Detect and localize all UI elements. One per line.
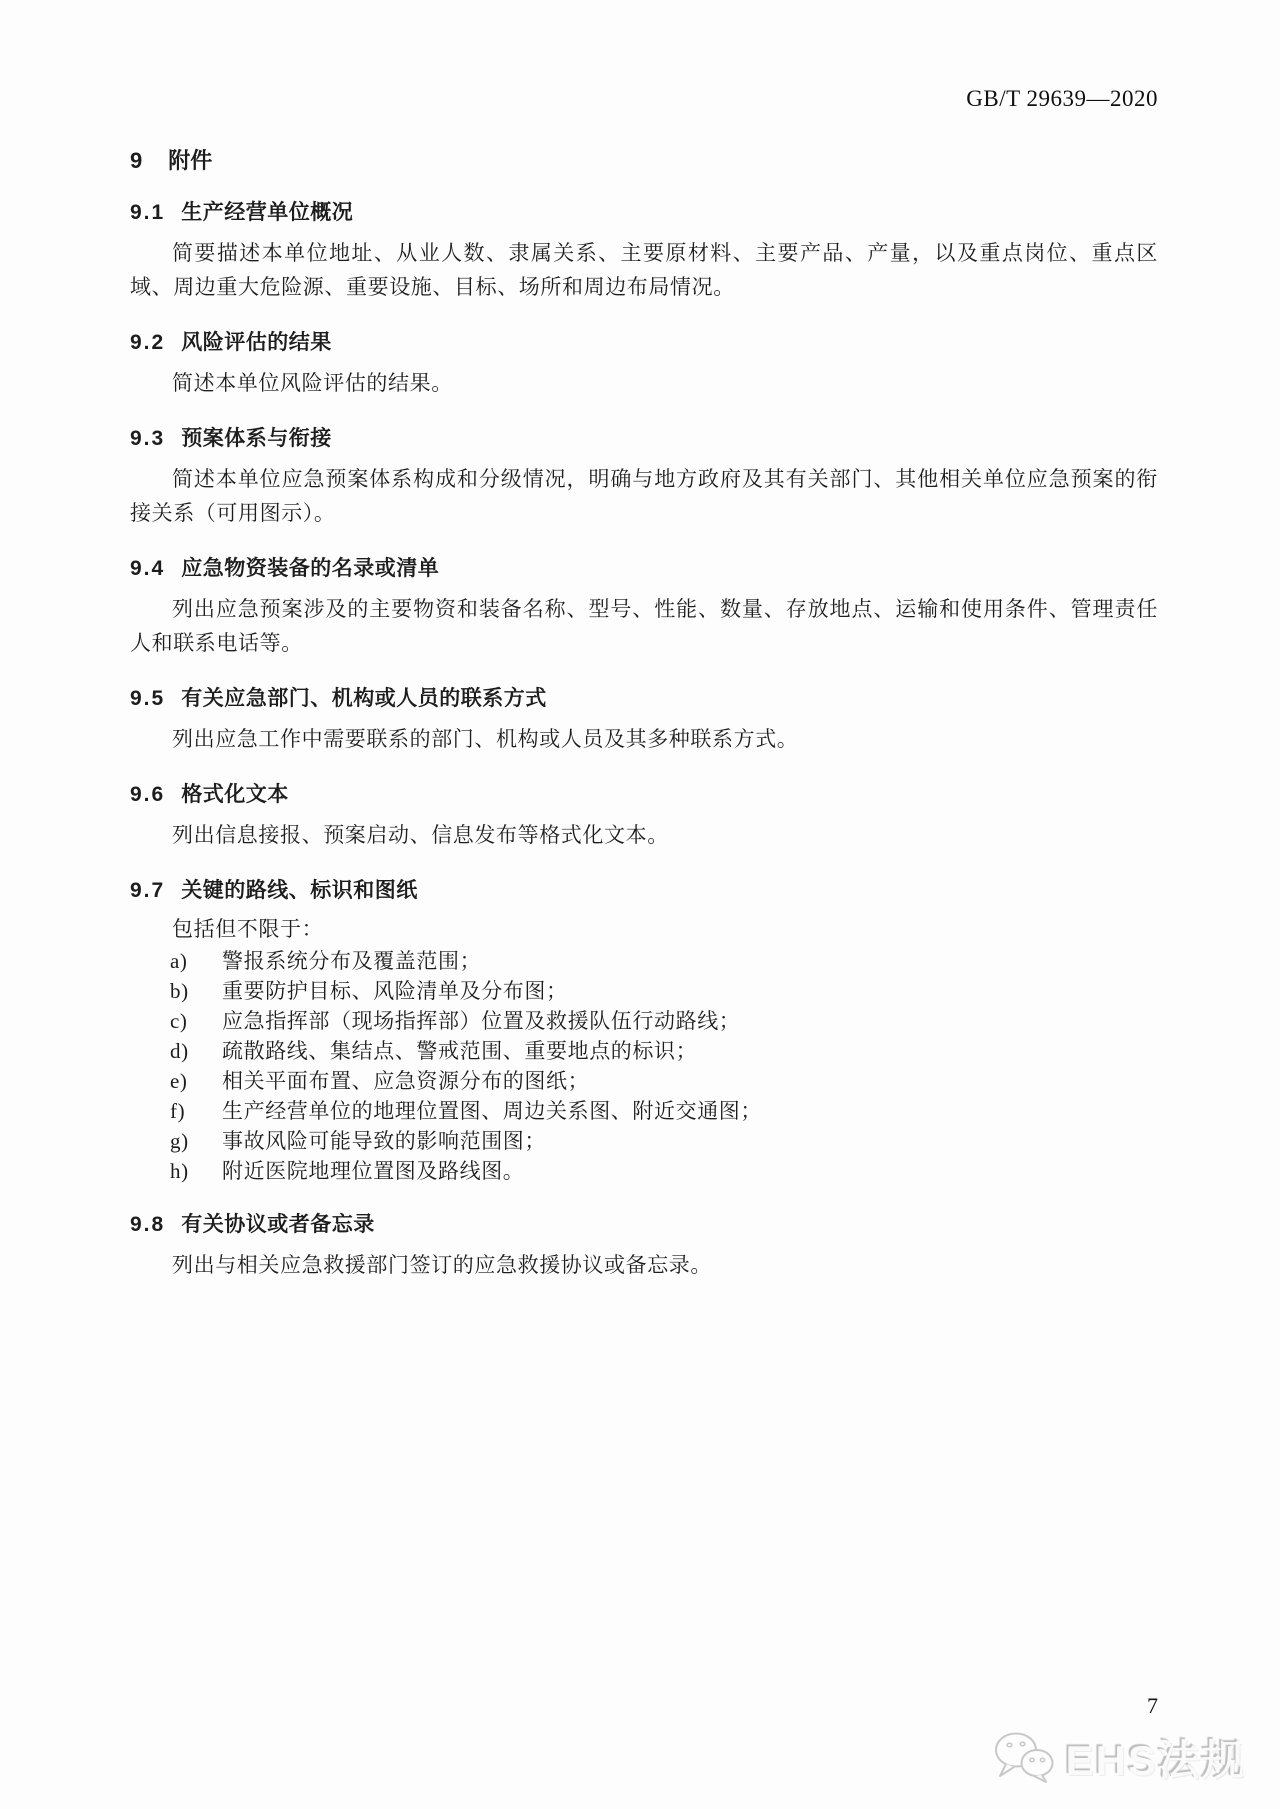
section-paragraph-9-4: 列出应急预案涉及的主要物资和装备名称、型号、性能、数量、存放地点、运输和使用条件、管理责任人和联系电话等。 — [130, 597, 1158, 655]
list-letter: e) — [170, 1069, 188, 1093]
list-text: 相关平面布置、应急资源分布的图纸； — [222, 1069, 590, 1093]
list-item — [130, 946, 1158, 976]
section-heading-9-7 — [130, 878, 1158, 904]
section-heading-9-4 — [130, 556, 1158, 582]
list-letter: d) — [170, 1039, 189, 1063]
section-number: 9.8 — [130, 1213, 166, 1236]
section-title: 有关应急部门、机构或人员的联系方式 — [181, 687, 547, 710]
section-number: 9.3 — [130, 427, 166, 450]
section-number: 9.2 — [130, 331, 166, 354]
section-paragraph-9-3: 简述本单位应急预案体系构成和分级情况，明确与地方政府及其有关部门、其他相关单位应急预案的衔接关系（可用图示）。 — [130, 467, 1158, 525]
section-heading-9-5 — [130, 686, 1158, 712]
section-number: 9.6 — [130, 783, 166, 806]
section-number: 9.5 — [130, 687, 166, 710]
list-item — [130, 1156, 1158, 1186]
list-text: 事故风险可能导致的影响范围图； — [222, 1129, 546, 1153]
watermark — [992, 1728, 1246, 1788]
list-text: 应急指挥部（现场指挥部）位置及救援队伍行动路线； — [222, 1009, 741, 1033]
section-title: 应急物资装备的名录或清单 — [181, 557, 440, 580]
page-number: 7 — [1147, 1693, 1158, 1718]
section-title: 关键的路线、标识和图纸 — [181, 879, 418, 902]
section-title: 风险评估的结果 — [181, 331, 332, 354]
section-heading-9-2 — [130, 330, 1158, 356]
section-paragraph-9-1: 简要描述本单位地址、从业人数、隶属关系、主要原材料、主要产品、产量，以及重点岗位、重点区域、周边重大危险源、重要设施、目标、场所和周边布局情况。 — [130, 241, 1158, 299]
list-item — [130, 1006, 1158, 1036]
section-title: 预案体系与衔接 — [181, 427, 332, 450]
section-title: 有关协议或者备忘录 — [181, 1213, 375, 1236]
chapter-number: 9 — [130, 148, 143, 173]
section-number: 9.7 — [130, 879, 166, 902]
list-intro: 包括但不限于： — [172, 917, 324, 941]
section-paragraph-9-8: 列出与相关应急救援部门签订的应急救援协议或备忘录。 — [172, 1253, 712, 1277]
list-text: 警报系统分布及覆盖范围； — [222, 949, 482, 973]
list-letter: f) — [170, 1099, 186, 1123]
section-title: 生产经营单位概况 — [181, 201, 354, 224]
chapter-title: 附件 — [168, 148, 213, 173]
list-letter: b) — [170, 979, 189, 1003]
wechat-icon — [992, 1729, 1056, 1788]
list-text: 重要防护目标、风险清单及分布图； — [222, 979, 568, 1003]
list-text: 附近医院地理位置图及路线图。 — [222, 1159, 525, 1183]
section-paragraph-9-2: 简述本单位风险评估的结果。 — [172, 371, 453, 395]
standard-number: GB/T 29639—2020 — [966, 86, 1158, 111]
section-heading-9-8 — [130, 1212, 1158, 1238]
list-item — [130, 976, 1158, 1006]
list-text: 疏散路线、集结点、警戒范围、重要地点的标识； — [222, 1039, 698, 1063]
list-item — [130, 1066, 1158, 1096]
list-item — [130, 1036, 1158, 1066]
section-paragraph-9-6: 列出信息接报、预案启动、信息发布等格式化文本。 — [172, 823, 669, 847]
section-paragraph-9-5: 列出应急工作中需要联系的部门、机构或人员及其多种联系方式。 — [172, 727, 799, 751]
list-letter: c) — [170, 1009, 188, 1033]
section-number: 9.4 — [130, 557, 166, 580]
list-letter: a) — [170, 949, 188, 973]
chapter-heading — [130, 148, 1158, 174]
list-item — [130, 1096, 1158, 1126]
section-title: 格式化文本 — [181, 783, 289, 806]
section-number: 9.1 — [130, 201, 166, 224]
list-letter: h) — [170, 1159, 189, 1183]
list-letter: g) — [170, 1129, 189, 1153]
section-heading-9-6 — [130, 782, 1158, 808]
section-heading-9-3 — [130, 426, 1158, 452]
list-text: 生产经营单位的地理位置图、周边关系图、附近交通图； — [222, 1099, 762, 1123]
watermark-text: EHS法规 — [1065, 1737, 1246, 1784]
key-drawings-list — [130, 946, 1158, 1186]
section-heading-9-1 — [130, 200, 1158, 226]
list-item — [130, 1126, 1158, 1156]
